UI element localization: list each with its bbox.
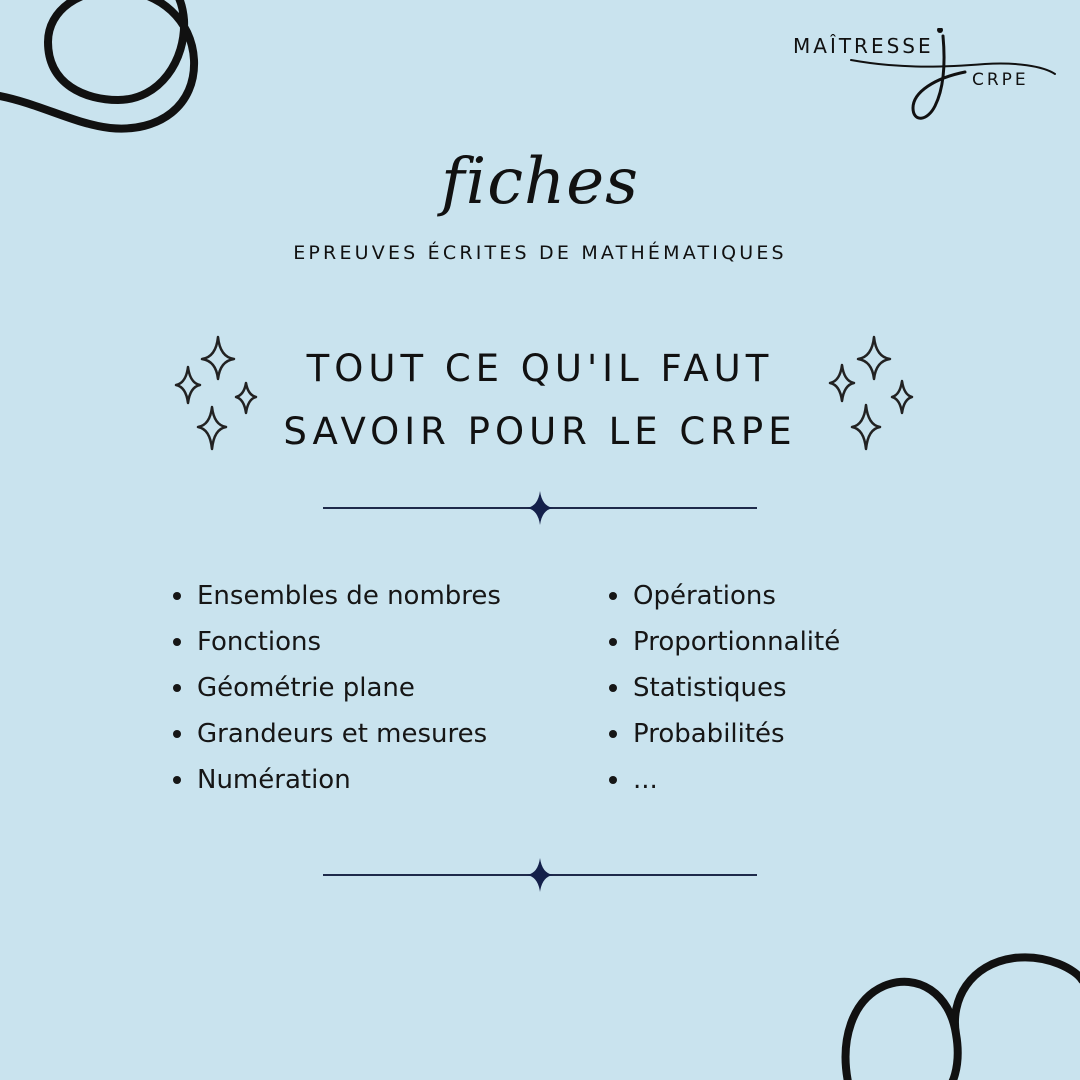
topics-list-right <box>607 573 840 803</box>
divider-bottom <box>323 855 757 895</box>
squiggle-decoration-top-left <box>0 0 210 140</box>
bullet <box>173 592 181 600</box>
four-point-star-icon <box>527 491 553 525</box>
divider-top <box>323 488 757 528</box>
list-item <box>171 665 501 711</box>
bullet <box>173 638 181 646</box>
topics-list-left <box>171 573 501 803</box>
list-item <box>171 757 501 803</box>
list-item-label: Proportionnalité <box>633 627 841 657</box>
bullet <box>609 730 617 738</box>
bullet <box>609 776 617 784</box>
bullet <box>173 684 181 692</box>
list-item-label: Ensembles de nombres <box>197 581 501 611</box>
four-point-star-icon <box>527 858 553 892</box>
squiggle-decoration-bottom-right <box>800 950 1080 1080</box>
list-item-label: Géométrie plane <box>197 673 415 703</box>
list-item-label: Probabilités <box>633 719 785 749</box>
list-item <box>171 711 501 757</box>
list-item-label: Opérations <box>633 581 776 611</box>
list-item <box>607 757 840 803</box>
bullet <box>609 638 617 646</box>
brand-name: MAÎTRESSE <box>793 34 934 58</box>
list-item <box>607 711 840 757</box>
list-item-label: Numération <box>197 765 351 795</box>
list-item <box>171 573 501 619</box>
bullet <box>609 684 617 692</box>
brand-logo <box>785 28 1065 128</box>
list-item <box>607 573 840 619</box>
brand-tagline: CRPE <box>972 70 1029 90</box>
list-item <box>171 619 501 665</box>
page-title: fiches <box>441 145 639 219</box>
bullet <box>609 592 617 600</box>
headline-line-1: TOUT CE QU'IL FAUT <box>306 347 774 390</box>
list-item <box>607 665 840 711</box>
list-item-label: Statistiques <box>633 673 787 703</box>
list-item-label: Grandeurs et mesures <box>197 719 488 749</box>
bullet <box>173 730 181 738</box>
list-item-label: Fonctions <box>197 627 322 657</box>
page-subtitle: EPREUVES ÉCRITES DE MATHÉMATIQUES <box>293 242 787 264</box>
headline-line-2: SAVOIR POUR LE CRPE <box>283 410 797 453</box>
bullet <box>173 776 181 784</box>
headline <box>0 337 1080 463</box>
list-item <box>607 619 840 665</box>
list-item-label: ... <box>633 765 658 795</box>
